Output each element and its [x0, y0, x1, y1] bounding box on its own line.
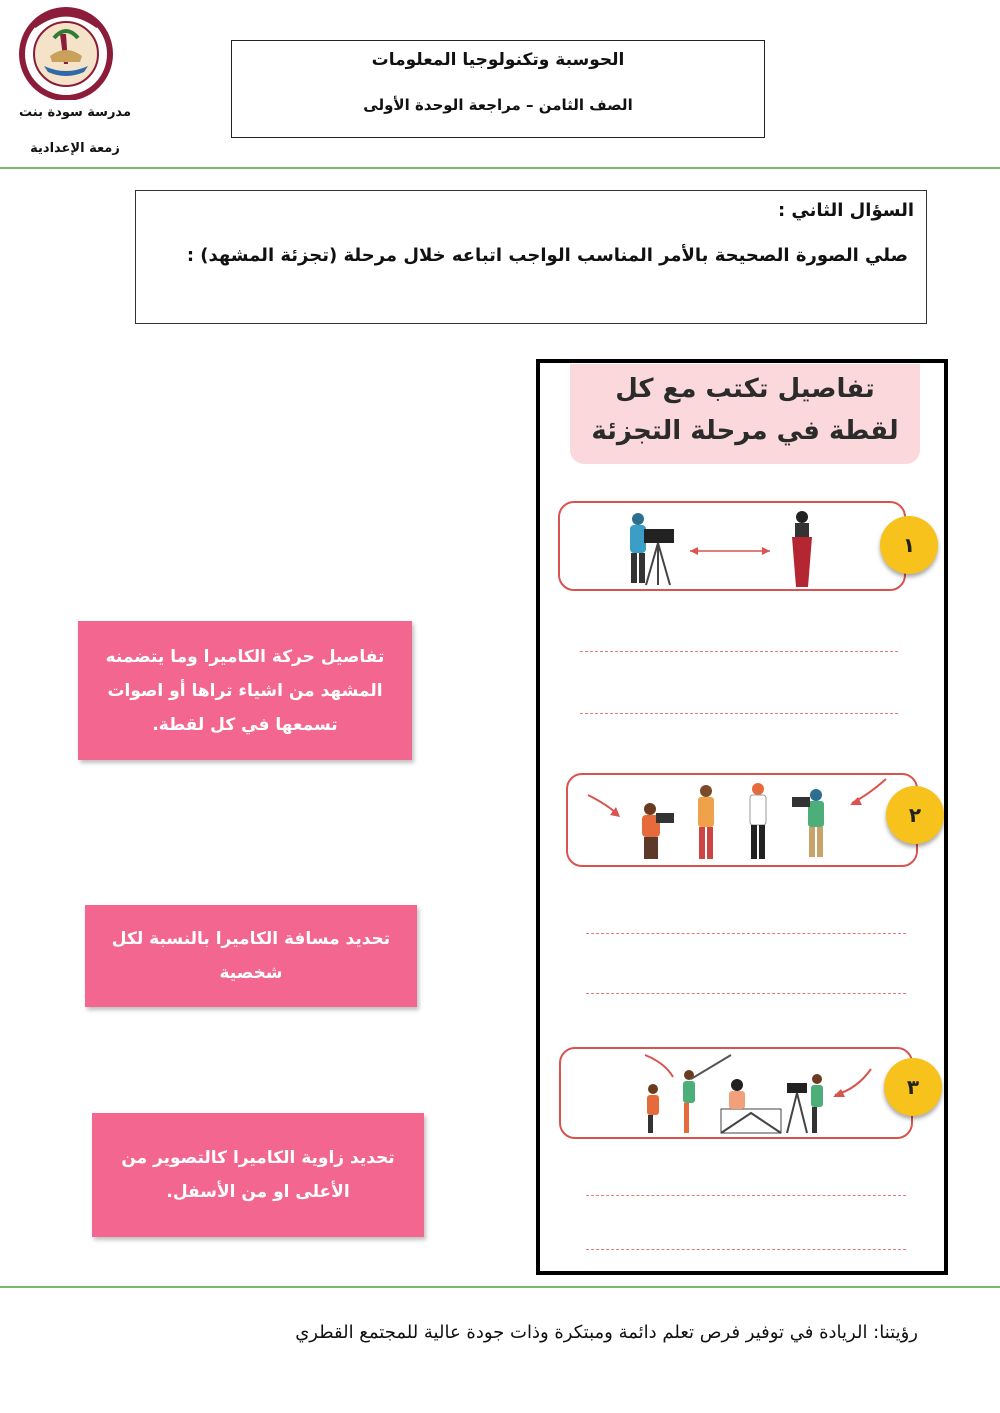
panel-heading-line1: تفاصيل تكتب مع كل — [615, 374, 875, 404]
item-number-3: ٣ — [884, 1058, 942, 1116]
school-name-line2: زمعة الإعدادية — [30, 141, 120, 156]
header-divider — [0, 167, 1000, 169]
question-instruction: صلي الصورة الصحيحة بالأمر المناسب الواجب اتباعه خلال مرحلة (تجزئة المشهد) : — [186, 245, 908, 266]
panel-heading — [570, 368, 920, 452]
answer-line[interactable] — [586, 933, 906, 934]
answer-line[interactable] — [580, 713, 898, 714]
answer-line[interactable] — [586, 993, 906, 994]
subject-title: الحوسبة وتكنولوجيا المعلومات — [371, 50, 625, 70]
match-card-3[interactable]: تحديد زاوية الكاميرا كالتصوير من الأعلى او من الأسفل. — [92, 1113, 424, 1237]
answer-line[interactable] — [586, 1195, 906, 1196]
scene-3-image — [559, 1047, 913, 1139]
panel-heading-line2: لقطة في مرحلة التجزئة — [591, 416, 899, 446]
footer-divider — [0, 1286, 1000, 1288]
scene-2-image — [566, 773, 918, 867]
item-number-2: ٢ — [886, 786, 944, 844]
ministry-logo — [14, 4, 118, 100]
answer-line[interactable] — [580, 651, 898, 652]
match-card-2[interactable]: تحديد مسافة الكاميرا بالنسبة لكل شخصية — [85, 905, 417, 1007]
vision-statement: رؤيتنا: الريادة في توفير فرص تعلم دائمة ومبتكرة وذات جودة عالية للمجتمع القطري — [295, 1322, 918, 1343]
question-number: السؤال الثاني : — [777, 200, 914, 221]
match-card-1[interactable]: تفاصيل حركة الكاميرا وما يتضمنه المشهد من اشياء تراها أو اصوات تسمعها في كل لقطة. — [78, 621, 412, 760]
answer-line[interactable] — [586, 1249, 906, 1250]
school-name: مدرسة سودة بنت — [19, 105, 131, 120]
item-number-1: ١ — [880, 516, 938, 574]
grade-review-title: الصف الثامن – مراجعة الوحدة الأولى — [363, 96, 633, 114]
scene-1-image — [558, 501, 906, 591]
